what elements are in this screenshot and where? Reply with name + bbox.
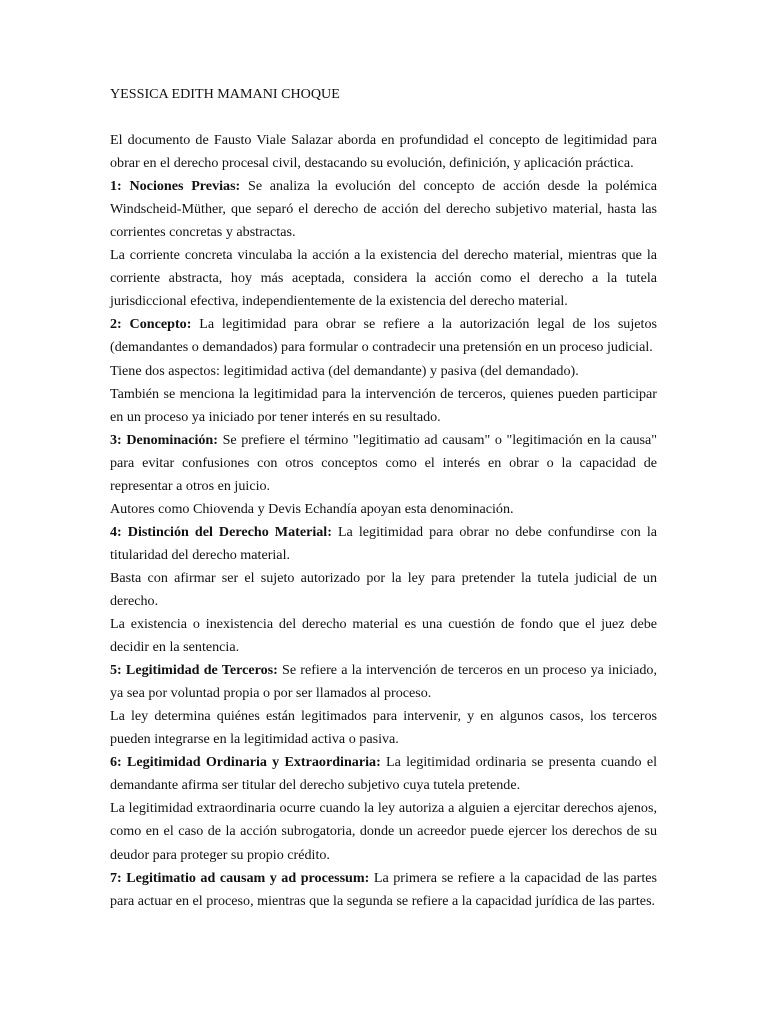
section-paragraph: También se menciona la legitimidad para la intervención de terceros, quienes pueden participar en un proceso ya iniciado por tener interés en su resultado. [110,385,657,425]
section-text: Se analiza la evolución del concepto de acción desde la polémica Windscheid-Müther, que separó el derecho de acción del derecho subjetivo material, hasta las corrientes concretas y abstractas. [110,178,657,241]
section-heading: 5: Legitimidad de Terceros: [110,662,278,679]
section-heading: 4: Distinción del Derecho Material: [110,523,332,540]
section-text: Se prefiere el término "legitimatio ad causam" o "legitimación en la causa" para evitar confusiones con otros conceptos como el interés en obrar o la capacidad de representar a otros en juicio. [110,431,657,494]
section-paragraph: Autores como Chiovenda y Devis Echandía apoyan esta denominación. [110,500,514,517]
section-heading: 2: Concepto: [110,316,192,333]
section-paragraph: Tiene dos aspectos: legitimidad activa (del demandante) y pasiva (del demandado). [110,362,579,379]
section-paragraph [110,659,657,705]
section-text: La legitimidad ordinaria se presenta cuando el demandante afirma ser titular del derecho subjetivo cuya tutela pretende. [110,754,657,794]
section-heading: 6: Legitimidad Ordinaria y Extraordinaria: [110,754,381,771]
section-paragraph [110,521,657,567]
section-paragraph: Basta con afirmar ser el sujeto autorizado por la ley para pretender la tutela judicial de un derecho. [110,569,657,609]
section-paragraph [110,175,657,244]
section-paragraph: La ley determina quiénes están legitimados para intervenir, y en algunos casos, los terceros pueden integrarse en la legitimidad activa o pasiva. [110,708,657,748]
section-text: Se refiere a la intervención de terceros en un proceso ya iniciado, ya sea por voluntad propia o por ser llamados al proceso. [110,662,657,702]
section-paragraph [110,867,657,913]
section-paragraph [110,313,657,359]
section-heading: 1: Nociones Previas: [110,178,241,195]
section-paragraph [110,429,657,498]
section-heading: 3: Denominación: [110,431,218,448]
section-text: La legitimidad para obrar se refiere a la autorización legal de los sujetos (demandantes o demandados) para formular o contradecir una pretensión en un proceso judicial. [110,316,657,356]
section-paragraph: La legitimidad extraordinaria ocurre cuando la ley autoriza a alguien a ejercitar derechos ajenos, como en el caso de la acción subrogatoria, donde un acreedor puede ejercer los derechos de su deudor para proteger su propio crédito. [110,800,657,863]
section-text: La primera se refiere a la capacidad de las partes para actuar en el proceso, mientras que la segunda se refiere a la capacidad jurídica de las partes. [110,869,657,909]
section-text: La legitimidad para obrar no debe confundirse con la titularidad del derecho material. [110,523,657,563]
blank-line [110,106,657,129]
section-heading: 7: Legitimatio ad causam y ad processum: [110,869,370,886]
intro-paragraph: El documento de Fausto Viale Salazar aborda en profundidad el concepto de legitimidad para obrar en el derecho procesal civil, destacando su evolución, definición, y aplicación práctica. [110,132,657,172]
section-paragraph: La corriente concreta vinculaba la acción a la existencia del derecho material, mientras que la corriente abstracta, hoy más aceptada, considera la acción como el derecho a la tutela jurisdiccional efectiva, independientemente de la existencia del derecho material. [110,247,657,310]
section-paragraph [110,751,657,797]
section-paragraph: La existencia o inexistencia del derecho material es una cuestión de fondo que el juez debe decidir en la sentencia. [110,616,657,656]
document-page [110,83,657,913]
author-name: YESSICA EDITH MAMANI CHOQUE [110,86,340,102]
